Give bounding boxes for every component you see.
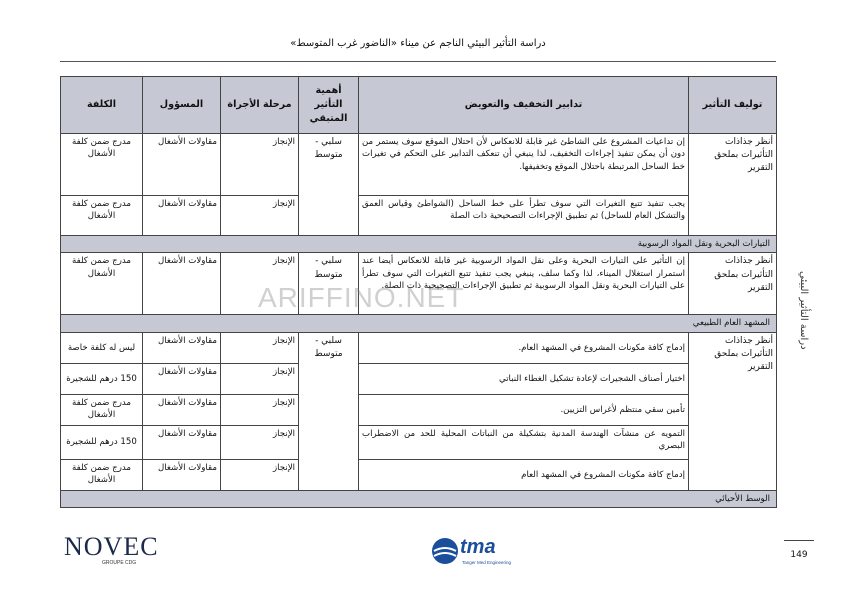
page-number: 149 xyxy=(790,550,808,560)
tma-logo-icon xyxy=(430,536,460,566)
responsible-cell: مقاولات الأشغال xyxy=(143,394,221,425)
header-cost: الكلفة xyxy=(61,77,143,134)
responsible-cell: مقاولات الأشغال xyxy=(143,196,221,236)
impact-type-cell: أنظر جذاذات التأثيرات بملحق التقرير xyxy=(689,332,777,490)
impact-type-cell: أنظر جذاذات التأثيرات بملحق التقرير xyxy=(689,134,777,236)
header-importance: أهمية التأثير المتبقي xyxy=(299,77,359,134)
phase-cell: الإنجاز xyxy=(221,425,299,459)
measure-cell: إن تداعيات المشروع على الشاطئ غير قابلة للانعكاس لأن احتلال الموقع سوف يستمر من دون أن يمكن تنفيذ إجراءات التخفيف، لذا ينبغي أن تنعكف التدابير على التحكم في تغيرات خط الساحل المرتبطة باحتلال الموقع وتخفيفها. xyxy=(359,134,689,196)
cost-cell: مدرج ضمن كلفة الأشغال xyxy=(61,253,143,315)
responsible-cell: مقاولات الأشغال xyxy=(143,363,221,394)
measure-cell: إدماج كافة مكونات المشروع في المشهد العام xyxy=(359,459,689,490)
header-responsible: المسؤول xyxy=(143,77,221,134)
cost-cell: مدرج ضمن كلفة الأشغال xyxy=(61,134,143,196)
cost-cell: مدرج ضمن كلفة الأشغال xyxy=(61,196,143,236)
novec-logo xyxy=(64,534,179,574)
novec-logo-sub: GROUPE CDG xyxy=(102,560,137,566)
section-title: التيارات البحرية ونقل المواد الرسوبية xyxy=(61,236,777,253)
table-row xyxy=(61,196,777,236)
cost-cell: 150 درهم للشجيرة xyxy=(61,363,143,394)
phase-cell: الإنجاز xyxy=(221,134,299,196)
cost-cell: 150 درهم للشجيرة xyxy=(61,425,143,459)
cost-cell: مدرج ضمن كلفة الأشغال xyxy=(61,394,143,425)
measure-cell: التمويه عن منشآت الهندسة المدنية بتشكيلة من النباتات المحلية للحد من الاضطراب البصري xyxy=(359,425,689,459)
phase-cell: الإنجاز xyxy=(221,332,299,363)
importance-cell: سلبي - متوسط xyxy=(299,134,359,236)
header-measures: تدابير التخفيف والتعويض xyxy=(359,77,689,134)
responsible-cell: مقاولات الأشغال xyxy=(143,134,221,196)
impact-type-cell: أنظر جذاذات التأثيرات بملحق التقرير xyxy=(689,253,777,315)
page-number-rule xyxy=(784,540,814,541)
importance-cell: سلبي - متوسط xyxy=(299,253,359,315)
responsible-cell: مقاولات الأشغال xyxy=(143,459,221,490)
cost-cell: ليس له كلفة خاصة xyxy=(61,332,143,363)
tma-logo-word: tma xyxy=(460,536,496,558)
table-row xyxy=(61,459,777,490)
importance-cell: سلبي - متوسط xyxy=(299,332,359,490)
watermark-text: ARIFFINO.NET xyxy=(258,282,465,313)
header-rule xyxy=(60,61,776,62)
section-row xyxy=(61,236,777,253)
tma-logo xyxy=(430,536,525,572)
phase-cell: الإنجاز xyxy=(221,196,299,236)
responsible-cell: مقاولات الأشغال xyxy=(143,253,221,315)
table-header-row xyxy=(61,77,777,134)
section-title: الوسط الأحيائي xyxy=(61,490,777,507)
header-phase: مرحلة الأجراة xyxy=(221,77,299,134)
section-row xyxy=(61,490,777,507)
phase-cell: الإنجاز xyxy=(221,459,299,490)
novec-logo-word: NOVEC xyxy=(64,532,159,561)
measure-cell: اختيار أصناف الشجيرات لإعادة تشكيل الغطاء النباتي xyxy=(359,363,689,394)
phase-cell: الإنجاز xyxy=(221,363,299,394)
table-row xyxy=(61,363,777,394)
phase-cell: الإنجاز xyxy=(221,394,299,425)
table-row xyxy=(61,394,777,425)
header-impact-type: توليف التأثير xyxy=(689,77,777,134)
responsible-cell: مقاولات الأشغال xyxy=(143,332,221,363)
table-row xyxy=(61,425,777,459)
measure-cell: إن التأثير على التيارات البحرية وعلى نقل المواد الرسوبية غير قابلة للانعكاس أيضا عند استمرار استغلال الميناء، لذا وكما سلف، ينبغي يجب تنفيذ تتبع التغيرات التي سوف تطرأ على التيارات البحرية ونقل المواد الرسوبية ثم تطبيق الإجراءات التصحيحية ذات الصلة. xyxy=(359,253,689,315)
table-row xyxy=(61,134,777,196)
measure-cell: تأمين سقي منتظم لأغراس التزيين. xyxy=(359,394,689,425)
responsible-cell: مقاولات الأشغال xyxy=(143,425,221,459)
side-running-label: دراسة التأثير البيئي xyxy=(798,270,809,350)
measure-cell: يجب تنفيذ تتبع التغيرات التي سوف تطرأ على خط الساحل (الشواطئ وقياس العمق والتشكل العام للساحل) ثم تطبيق الإجراءات التصحيحية ذات الصلة xyxy=(359,196,689,236)
measure-cell: إدماج كافة مكونات المشروع في المشهد العام. xyxy=(359,332,689,363)
page-header-title: دراسة التأثير البيئي الناجم عن ميناء «الناضور غرب المتوسط» xyxy=(290,38,546,49)
tma-logo-sub: Tanger Med Engineering xyxy=(462,560,512,565)
phase-cell: الإنجاز xyxy=(221,253,299,315)
cost-cell: مدرج ضمن كلفة الأشغال xyxy=(61,459,143,490)
table-row xyxy=(61,332,777,363)
section-title: المشهد العام الطبيعي xyxy=(61,315,777,332)
section-row xyxy=(61,315,777,332)
